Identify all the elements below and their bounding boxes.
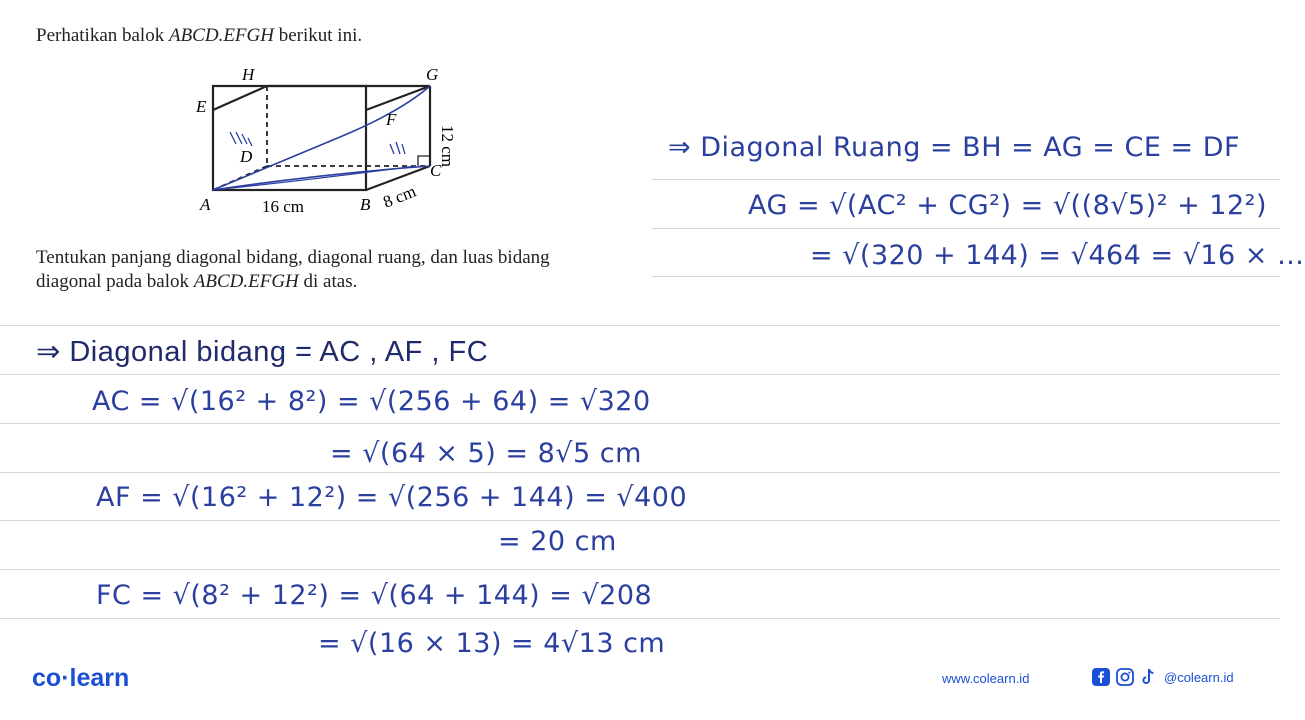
fc-line-2: = √(16 × 13) = 4√13 cm <box>318 628 666 659</box>
hatch-right <box>390 142 405 154</box>
top-back-edges <box>213 86 430 110</box>
rule-line <box>0 618 1280 619</box>
social-handle[interactable]: @colearn.id <box>1164 669 1234 685</box>
colearn-logo: co·learn <box>32 664 130 692</box>
label-E: E <box>196 97 207 116</box>
question-line-2: diagonal pada balok ABCD.EFGH di atas. <box>36 271 358 292</box>
width-label: 8 cm <box>380 181 419 212</box>
rule-line <box>0 520 1280 521</box>
label-B: B <box>360 195 371 214</box>
ac-line-2: = √(64 × 5) = 8√5 cm <box>330 438 642 469</box>
rule-line <box>652 228 1280 229</box>
face-diagonal-heading: ⇒ Diagonal bidang = AC , AF , FC <box>36 336 489 368</box>
website-link[interactable]: www.colearn.id <box>942 671 1030 686</box>
social-links <box>1092 668 1234 686</box>
rule-line <box>0 569 1280 570</box>
height-label: 12 cm <box>438 124 457 168</box>
label-D: D <box>240 147 253 166</box>
ag-line-2: = √(320 + 144) = √464 = √16 × … <box>810 240 1305 271</box>
tiktok-icon[interactable] <box>1140 668 1156 686</box>
label-G: G <box>426 65 439 84</box>
cuboid-name: ABCD.EFGH <box>168 25 274 46</box>
rule-line <box>0 325 1280 326</box>
rule-line <box>0 374 1280 375</box>
hatch-left <box>230 132 252 146</box>
fc-line-1: FC = √(8² + 12²) = √(64 + 144) = √208 <box>96 580 653 611</box>
rule-line <box>652 179 1280 180</box>
problem-question <box>36 246 550 294</box>
length-label: 16 cm <box>262 197 305 216</box>
rule-line <box>0 423 1280 424</box>
question-line-1: Tentukan panjang diagonal bidang, diagonal ruang, dan luas bidang <box>36 247 550 268</box>
af-line-2: = 20 cm <box>498 526 617 557</box>
diagonal-AG <box>213 86 430 190</box>
label-H: H <box>242 65 255 84</box>
rule-line <box>0 472 1280 473</box>
rule-line <box>652 276 1280 277</box>
problem-intro: Perhatikan balok ABCD.EFGH berikut ini. <box>36 25 363 46</box>
space-diagonal-heading: ⇒ Diagonal Ruang = BH = AG = CE = DF <box>668 132 1241 163</box>
ag-line-1: AG = √(AC² + CG²) = √((8√5)² + 12²) <box>748 190 1268 221</box>
label-F: F <box>386 110 397 129</box>
cuboid-figure <box>190 62 457 222</box>
label-C: C <box>430 161 442 180</box>
af-line-1: AF = √(16² + 12²) = √(256 + 144) = √400 <box>96 482 688 513</box>
facebook-icon[interactable] <box>1092 668 1110 686</box>
right-angle-mark <box>418 156 430 166</box>
ac-line-1: AC = √(16² + 8²) = √(256 + 64) = √320 <box>92 386 651 417</box>
instagram-icon[interactable] <box>1116 668 1134 686</box>
label-A: A <box>200 195 211 214</box>
